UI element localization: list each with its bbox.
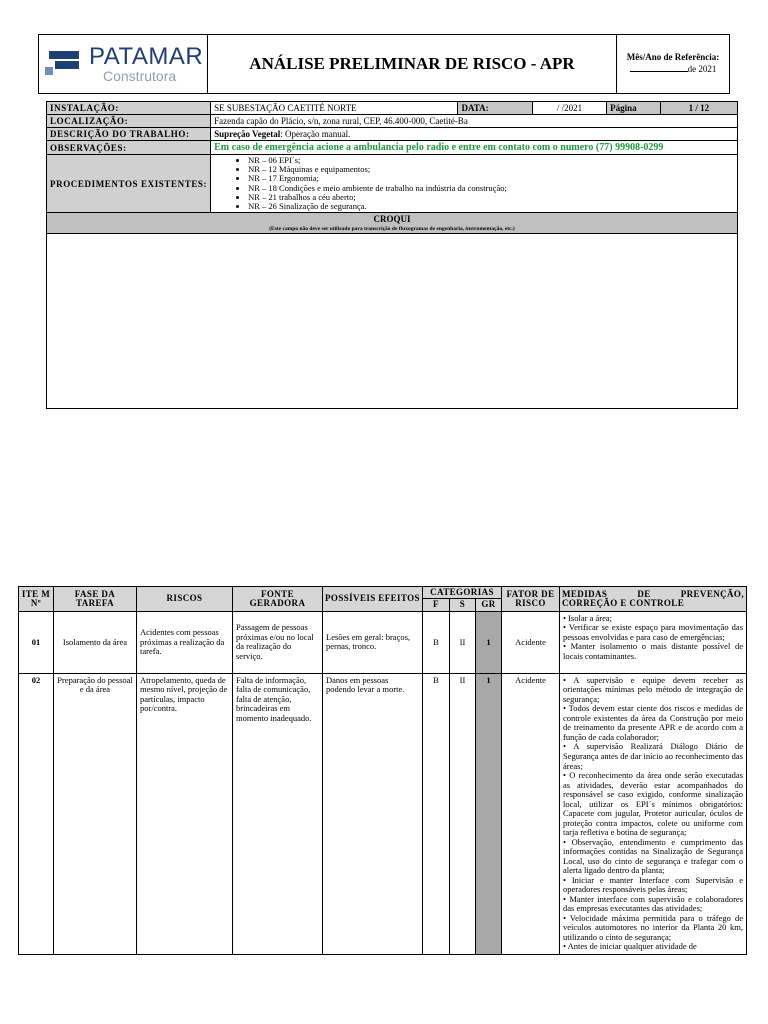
row-f: B [423, 611, 450, 673]
row-efeitos: Lesões em geral: braços, pernas, tronco. [323, 611, 423, 673]
row-fonte: Falta de informação, falta de comunicação, falta de atenção, brincadeiras em momento inadequado. [233, 673, 323, 954]
header-fator: FATOR DE RISCO [502, 587, 560, 612]
procedimentos-list [214, 156, 734, 211]
procedimento-item: • NR – 26 Sinalização de segurança. [248, 202, 734, 211]
medida-item: • Antes de iniciar qualquer atividade de [563, 941, 697, 952]
header-fonte: FONTE GERADORA [233, 587, 323, 612]
medida-item: • Todos devem estar ciente dos riscos e medidas de controle existentes da área da Construção por meio de treinamento da presente APR e de acordo com a função de cada colaborador; [563, 703, 743, 742]
row-riscos: Acidentes com pessoas próximas a realização da tarefa. [137, 611, 233, 673]
instalacao-value: SE SUBESTAÇÃO CAETITÉ NORTE [211, 102, 458, 115]
header-efeitos: POSSÍVEIS EFEITOS [323, 587, 423, 612]
localizacao-value: Fazenda capão do Plácio, s/n, zona rural, CEP, 46.400-000, Caetité-Ba [211, 115, 738, 128]
table-row [19, 673, 747, 954]
logo-name: PATAMAR [89, 43, 204, 70]
reference-value: de 2021 [687, 64, 717, 74]
header-medidas: MEDIDAS DE PREVENÇÃO, CORREÇÃO E CONTROLE [560, 587, 747, 612]
header-f: F [423, 599, 450, 611]
row-item: 02 [19, 673, 54, 954]
row-riscos: Atropelamento, queda de mesmo nível, projeção de partículas, impacto por/contra. [137, 673, 233, 954]
header-s: S [450, 599, 476, 611]
row-s: II [450, 611, 476, 673]
croqui-area [47, 234, 738, 409]
row-fator: Acidente [502, 611, 560, 673]
header-fase: FASE DA TAREFA [54, 587, 137, 612]
medida-item: • Velocidade máxima permitida para o tráfego de veículos automotores no interior da Planta 20 km, utilizando o cinto de segurança; [563, 912, 743, 942]
table-row [19, 611, 747, 673]
pagina-value: 1 / 12 [660, 102, 737, 115]
descricao-label: DESCRIÇÃO DO TRABALHO: [47, 128, 211, 141]
row-s: II [450, 673, 476, 954]
reference-cell [617, 35, 730, 94]
row-fase: Isolamento da área [54, 611, 137, 673]
croqui-note: (Este campo não deve ser utilizado para transcrição de fluxogramas de engenharia, instrumentação, etc.) [269, 226, 515, 233]
logo-subtitle: Construtora [103, 68, 177, 84]
medida-item: • Manter interface com supervisão e colaboradores das empresas executantes das atividades; [563, 893, 743, 914]
risk-table [18, 586, 747, 955]
info-table [46, 101, 738, 409]
medida-item: • A supervisão Realizará Diálogo Diário de Segurança antes de dar início ao reconhecimento das áreas; [563, 741, 743, 771]
pagina-label: Página [607, 102, 661, 115]
procedimento-item: • NR – 12 Máquinas e equipamentos; [248, 165, 734, 174]
reference-blank [630, 71, 688, 72]
row-gr: 1 [476, 611, 502, 673]
croqui-header [47, 213, 738, 234]
instalacao-label: INSTALAÇÃO: [47, 102, 211, 115]
procedimento-item: • NR – 18 Condições e meio ambiente de trabalho na indústria da construção; [248, 184, 734, 193]
company-logo [39, 45, 207, 83]
data-label: DATA: [458, 102, 532, 115]
medida-item: • Observação, entendimento e cumprimento das informações contidas na Sinalização de Segurança Local, uso do cinto de segurança e trafegar com o alerta ligado dentro da planta; [563, 836, 743, 876]
header-riscos: RISCOS [137, 587, 233, 612]
procedimento-item: • NR – 06 EPI´s; [248, 156, 734, 165]
medida-item: • Iniciar e manter Interface com Supervisão e operadores responsáveis pelas áreas; [563, 874, 743, 895]
row-fator: Acidente [502, 673, 560, 954]
medida-item: • Isolar a área; [563, 612, 612, 623]
observacoes-value: Em caso de emergência acione a ambulancia pelo radio e entre em contato com o numero (77) 99908-0299 [211, 141, 738, 155]
header-categorias: CATEGORIAS [423, 587, 502, 599]
logo-cell [39, 35, 208, 94]
row-gr: 1 [476, 673, 502, 954]
descricao-bold: Supreção Vegetal [214, 129, 281, 139]
header-item: ITE M Nº [19, 587, 54, 612]
medida-item: • Verificar se existe espaço para movimentação das pessoas envolvidas e para caso de emergências; [563, 622, 743, 642]
procedimentos-cell [211, 155, 738, 213]
medida-item: • Manter isolamento o mais distante possível de locais contaminantes. [563, 641, 743, 661]
procedimentos-label: PROCEDIMENTOS EXISTENTES: [47, 155, 211, 213]
croqui-title: CROQUI [373, 214, 411, 225]
data-value: / /2021 [532, 102, 606, 115]
header-gr: GR [476, 599, 502, 611]
procedimento-item: • NR – 17 Ergonomia; [248, 174, 734, 183]
row-medidas [560, 611, 747, 673]
row-f: B [423, 673, 450, 954]
reference-label: Mês/Ano de Referência: [626, 52, 720, 63]
medida-item: • O reconhecimento da área onde serão executadas as atividades, deverão estar acompanhados do responsável se caso exigido, conforme sinalização local, utilizar os EPI´s mínimos obrigatórios: Capacete com jugular, Protetor auricular, óculos de proteção contra impactos, colete ou uniforme com tarja refletiva e botina de segurança; [563, 770, 743, 838]
row-medidas [560, 673, 747, 954]
descricao-cell [211, 128, 738, 141]
observacoes-label: OBSERVAÇÕES: [47, 141, 211, 155]
descricao-value: : Operação manual. [280, 129, 351, 139]
row-item: 01 [19, 611, 54, 673]
row-efeitos: Danos em pessoas podendo levar a morte. [323, 673, 423, 954]
procedimento-item: • NR – 21 trabalhos a céu aberto; [248, 193, 734, 202]
localizacao-label: LOCALIZAÇÃO: [47, 115, 211, 128]
medida-item: • A supervisão e equipe devem receber as orientações mínimas pelo método de integração de segurança; [563, 674, 743, 704]
logo-mark-icon [45, 49, 85, 79]
document-header [38, 34, 730, 94]
row-fase: Preparação do pessoal e da área [54, 673, 137, 954]
row-fonte: Passagem de pessoas próximas e/ou no local da realização do serviço. [233, 611, 323, 673]
document-title: ANÁLISE PRELIMINAR DE RISCO - APR [208, 35, 617, 94]
